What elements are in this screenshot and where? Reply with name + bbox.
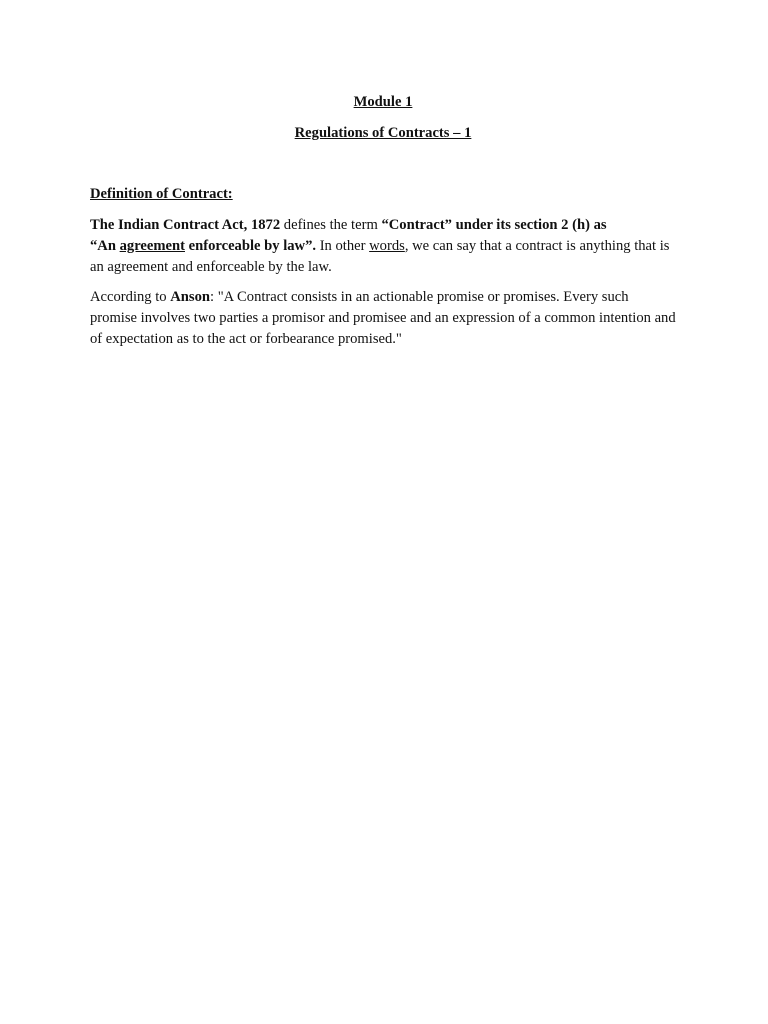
definition-heading: Definition of Contract:: [90, 186, 233, 202]
defines-text: defines the term: [280, 217, 382, 233]
act-name: The Indian Contract Act, 1872: [90, 217, 281, 233]
section-title: Regulations of Contracts – 1: [294, 125, 472, 141]
enforceable-term: enforceable by law”.: [184, 238, 317, 254]
module-title: Module 1: [353, 94, 413, 110]
words-link: words: [369, 238, 405, 254]
in-other-text: In other: [316, 238, 370, 254]
anson-name: Anson: [170, 289, 210, 305]
document-content: [90, 92, 676, 359]
anson-quote: : "A Contract consists in an actionable promise or promises. Every such promise involves two parties a promisor and promisee and an expression of a common intention and of expectation as to the act or forbearance promised.": [90, 289, 676, 347]
definition-paragraph: [90, 215, 676, 278]
according-to-text: According to: [90, 289, 171, 305]
agreement-term: agreement: [119, 238, 185, 254]
contract-term: “Contract” under its section 2 (h) as: [381, 217, 607, 233]
definition-rest: , we can say that a contract is anything that is an agreement and enforceable by the law.: [90, 238, 670, 275]
an-open-quote: “An: [90, 238, 120, 254]
anson-paragraph: [90, 287, 676, 350]
